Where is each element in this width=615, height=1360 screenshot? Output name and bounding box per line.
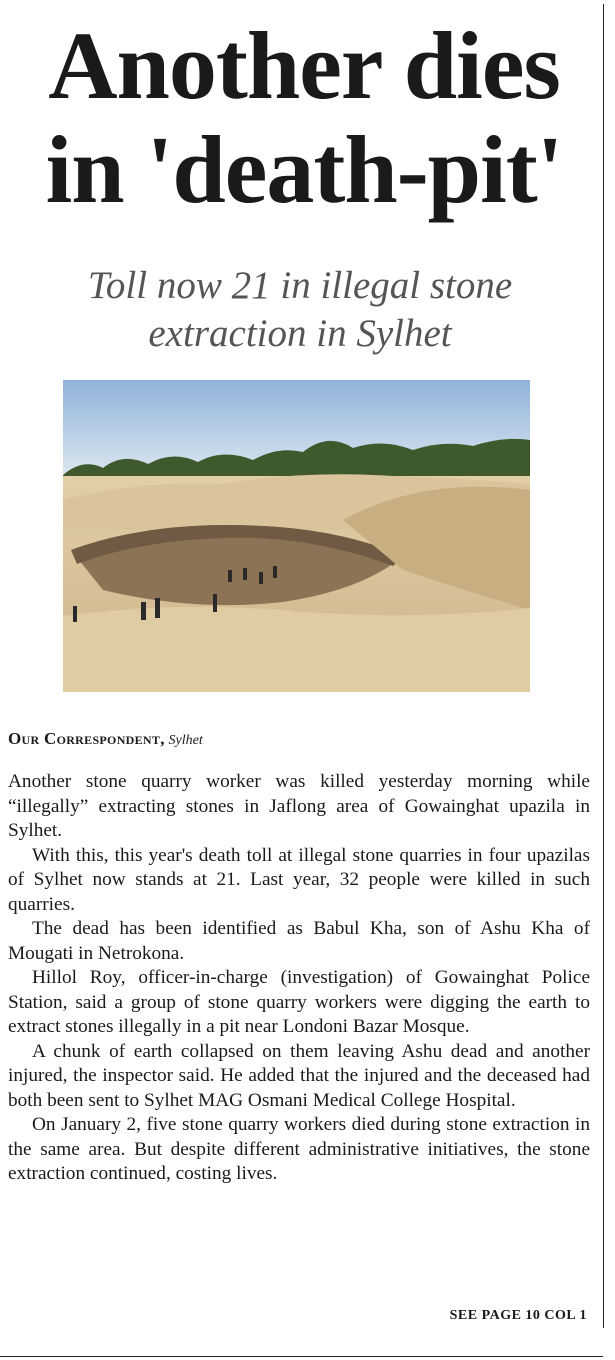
byline-author: Our Correspondent, bbox=[8, 729, 165, 748]
headline bbox=[8, 14, 600, 222]
article-paragraph-4: Hillol Roy, officer-in-charge (investigation) of Gowainghat Police Station, said a group of stone quarry workers were digging the earth to extract stones illegally in a pit near Londoni Bazar Mosque. bbox=[8, 967, 590, 1037]
headline-line-2: in 'death-pit' bbox=[45, 116, 563, 223]
column-rule-bottom bbox=[0, 1356, 603, 1357]
quarry-photo bbox=[63, 380, 530, 692]
subheadline-line-2: extraction in Sylhet bbox=[148, 312, 452, 355]
subheadline-line-1: Toll now 21 in illegal stone bbox=[87, 264, 513, 307]
column-rule-right bbox=[603, 4, 604, 1328]
article-paragraph-1: Another stone quarry worker was killed yesterday morning while “illegally” extracting stones in Jaflong area of Gowainghat upazila in Sylhet. bbox=[8, 771, 590, 841]
subheadline bbox=[20, 262, 580, 358]
article-paragraph-3: The dead has been identified as Babul Kha, son of Ashu Kha of Mougati in Netrokona. bbox=[8, 918, 590, 964]
article-paragraph-5: A chunk of earth collapsed on them leaving Ashu dead and another injured, the inspector said. He added that the injured and the deceased had both been sent to Sylhet MAG Osmani Medical College Hospital. bbox=[8, 1040, 590, 1111]
article-paragraph-2: With this, this year's death toll at illegal stone quarries in four upazilas of Sylhet now stands at 21. Last year, 32 people were killed in such quarries. bbox=[8, 844, 590, 915]
photo-foreground bbox=[63, 607, 530, 692]
article-paragraph-6: On January 2, five stone quarry workers died during stone extraction in the same area. But despite different administrative initiatives, the stone extraction continued, costing lives. bbox=[8, 1114, 590, 1184]
byline bbox=[8, 729, 598, 751]
headline-line-1: Another dies bbox=[48, 12, 560, 119]
article-body bbox=[8, 770, 590, 1187]
continuation-reference: SEE PAGE 10 COL 1 bbox=[449, 1308, 587, 1323]
byline-dateline: Sylhet bbox=[168, 733, 203, 748]
